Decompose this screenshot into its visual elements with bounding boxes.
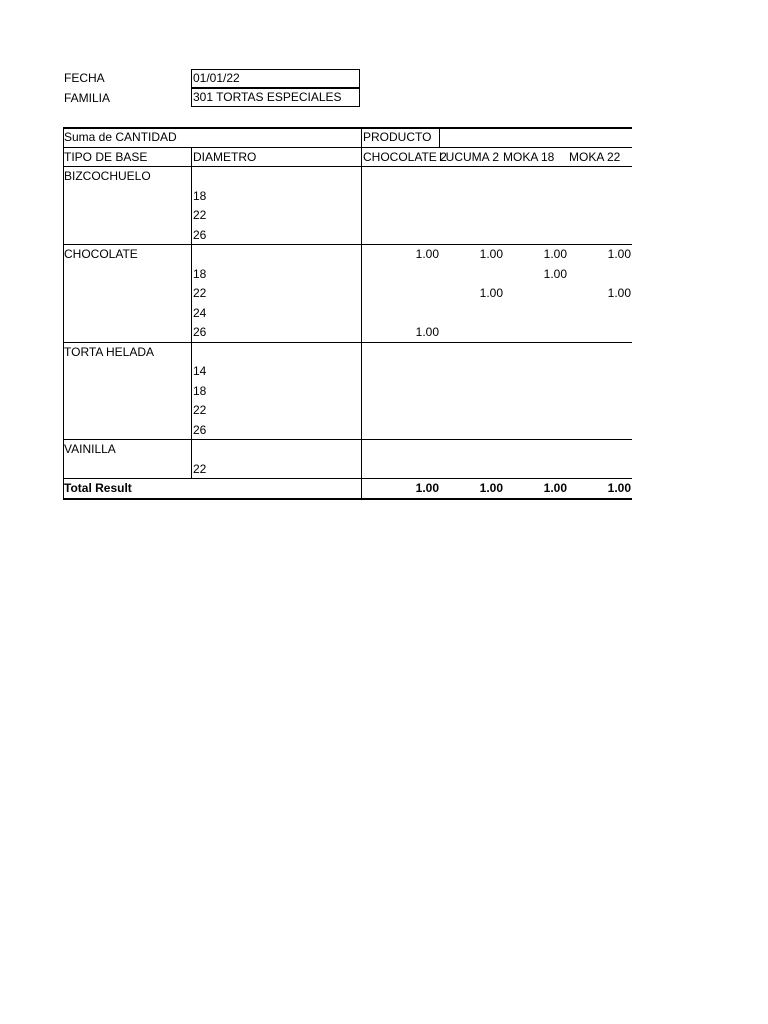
diameter-value: 18 bbox=[193, 383, 207, 398]
producto-box-right bbox=[439, 127, 440, 147]
product-column-header: MOKA 22 bbox=[569, 149, 621, 164]
diametro-column-border bbox=[191, 147, 192, 480]
cell-value: 1.00 bbox=[543, 266, 567, 281]
diameter-value: 22 bbox=[193, 286, 207, 300]
diameter-value: 22 bbox=[193, 403, 207, 417]
fecha-value: 01/01/22 bbox=[193, 71, 240, 85]
total-value: 1.00 bbox=[607, 481, 631, 495]
cell-value: 1.00 bbox=[607, 286, 631, 300]
diameter-value: 22 bbox=[193, 461, 207, 476]
table-left-border bbox=[63, 127, 64, 499]
diameter-value: 26 bbox=[193, 422, 207, 437]
group-subtotal-value: 1.00 bbox=[479, 247, 503, 261]
group-subtotal-value: 1.00 bbox=[543, 247, 567, 261]
diameter-value: 26 bbox=[193, 227, 207, 242]
values-column-border bbox=[361, 127, 362, 499]
corner-label: Suma de CANTIDAD bbox=[64, 130, 177, 144]
diameter-value: 14 bbox=[193, 364, 207, 378]
product-column-header: MOKA 18 bbox=[503, 149, 555, 164]
group-name: VAINILLA bbox=[64, 442, 116, 456]
table-bottom-border bbox=[63, 498, 632, 500]
familia-value-cell[interactable] bbox=[191, 88, 360, 107]
fecha-value-cell[interactable] bbox=[191, 69, 360, 88]
familia-label: FAMILIA bbox=[64, 91, 111, 105]
fecha-label: FECHA bbox=[64, 71, 105, 85]
total-value: 1.00 bbox=[479, 481, 503, 495]
diameter-value: 22 bbox=[193, 208, 207, 222]
group-name: TORTA HELADA bbox=[64, 344, 155, 359]
diameter-value: 26 bbox=[193, 325, 207, 339]
diameter-value: 24 bbox=[193, 305, 207, 320]
total-value: 1.00 bbox=[543, 481, 567, 495]
group-name: BIZCOCHUELO bbox=[64, 169, 151, 183]
group-subtotal-value: 1.00 bbox=[415, 247, 439, 261]
diameter-value: 18 bbox=[193, 266, 207, 281]
cell-value: 1.00 bbox=[479, 286, 503, 300]
group-bottom-border bbox=[63, 439, 632, 440]
producto-label: PRODUCTO bbox=[363, 130, 432, 144]
total-value: 1.00 bbox=[415, 481, 439, 495]
group-name: CHOCOLATE bbox=[64, 247, 138, 261]
product-column-header: LUCUMA 2 bbox=[439, 149, 500, 164]
diametro-header: DIAMETRO bbox=[193, 149, 257, 164]
diameter-value: 18 bbox=[193, 188, 207, 203]
familia-value: 301 TORTAS ESPECIALES bbox=[193, 90, 342, 104]
cell-value: 1.00 bbox=[415, 325, 439, 339]
total-label: Total Result bbox=[64, 481, 132, 495]
product-column-header: CHOCOLATE 2 bbox=[363, 149, 447, 164]
tipo-base-header: TIPO DE BASE bbox=[64, 149, 148, 164]
group-subtotal-value: 1.00 bbox=[607, 247, 631, 261]
